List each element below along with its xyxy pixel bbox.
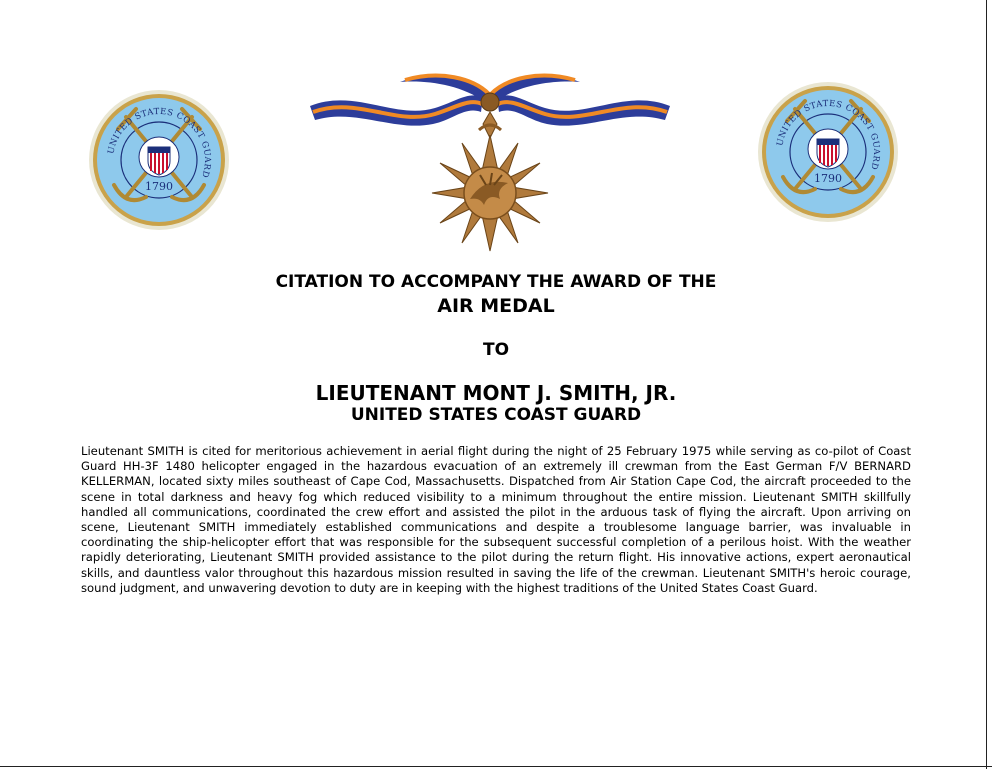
- svg-text:UNITED STATES COAST GUARD: UNITED STATES COAST GUARD: [775, 98, 882, 172]
- svg-text:UNITED STATES COAST GUARD: UNITED STATES COAST GUARD: [106, 106, 213, 180]
- coast-guard-seal-left-icon: [84, 85, 234, 235]
- air-medal-icon: [305, 68, 675, 258]
- to-label: TO: [482, 340, 510, 360]
- svg-text:1790: 1790: [814, 172, 842, 185]
- citation-heading: CITATION TO ACCOMPANY THE AWARD OF THE: [275, 272, 717, 292]
- page-border-bottom: [0, 766, 992, 767]
- svg-text:1790: 1790: [145, 180, 173, 193]
- award-name: AIR MEDAL: [437, 295, 555, 317]
- service-branch: UNITED STATES COAST GUARD: [350, 405, 642, 425]
- citation-text: Lieutenant SMITH is cited for meritorious achievement in aerial flight during the night of 25 February 1975 while serving as co-pilot of Coast Guard HH-3F 1480 helicopter engaged in the hazardous evacuation of an extremely ill crewman from the East German F/V BERNARD KELLERMAN, located sixty miles southeast of Cape Cod, Massachusetts. Dispatched from Air Station Cape Cod, the aircraft proceeded to the scene in total darkness and heavy fog which reduced visibility to a minimum throughout the entire mission. Lieutenant SMITH skillfully handled all communications, coordinated the crew effort and assisted the pilot in the arduous task of flying the aircraft. Upon arriving on scene, Lieutenant SMITH immediately established communications and despite a troublesome language barrier, was invaluable in coordinating the ship-helicopter effort that was responsible for the subsequent successful completion of a perilous hoist. With the weather rapidly deteriorating, Lieutenant SMITH provided assistance to the pilot during the return flight. His innovative actions, expert aeronautical skills, and dauntless valor throughout this hazardous mission resulted in saving the life of the crewman. Lieutenant SMITH's heroic courage, sound judgment, and unwavering devotion to duty are in keeping with the highest traditions of the United States Coast Guard.: [81, 444, 911, 595]
- coast-guard-seal-right-icon: [753, 77, 903, 227]
- recipient-name: LIEUTENANT MONT J. SMITH, JR.: [315, 381, 677, 405]
